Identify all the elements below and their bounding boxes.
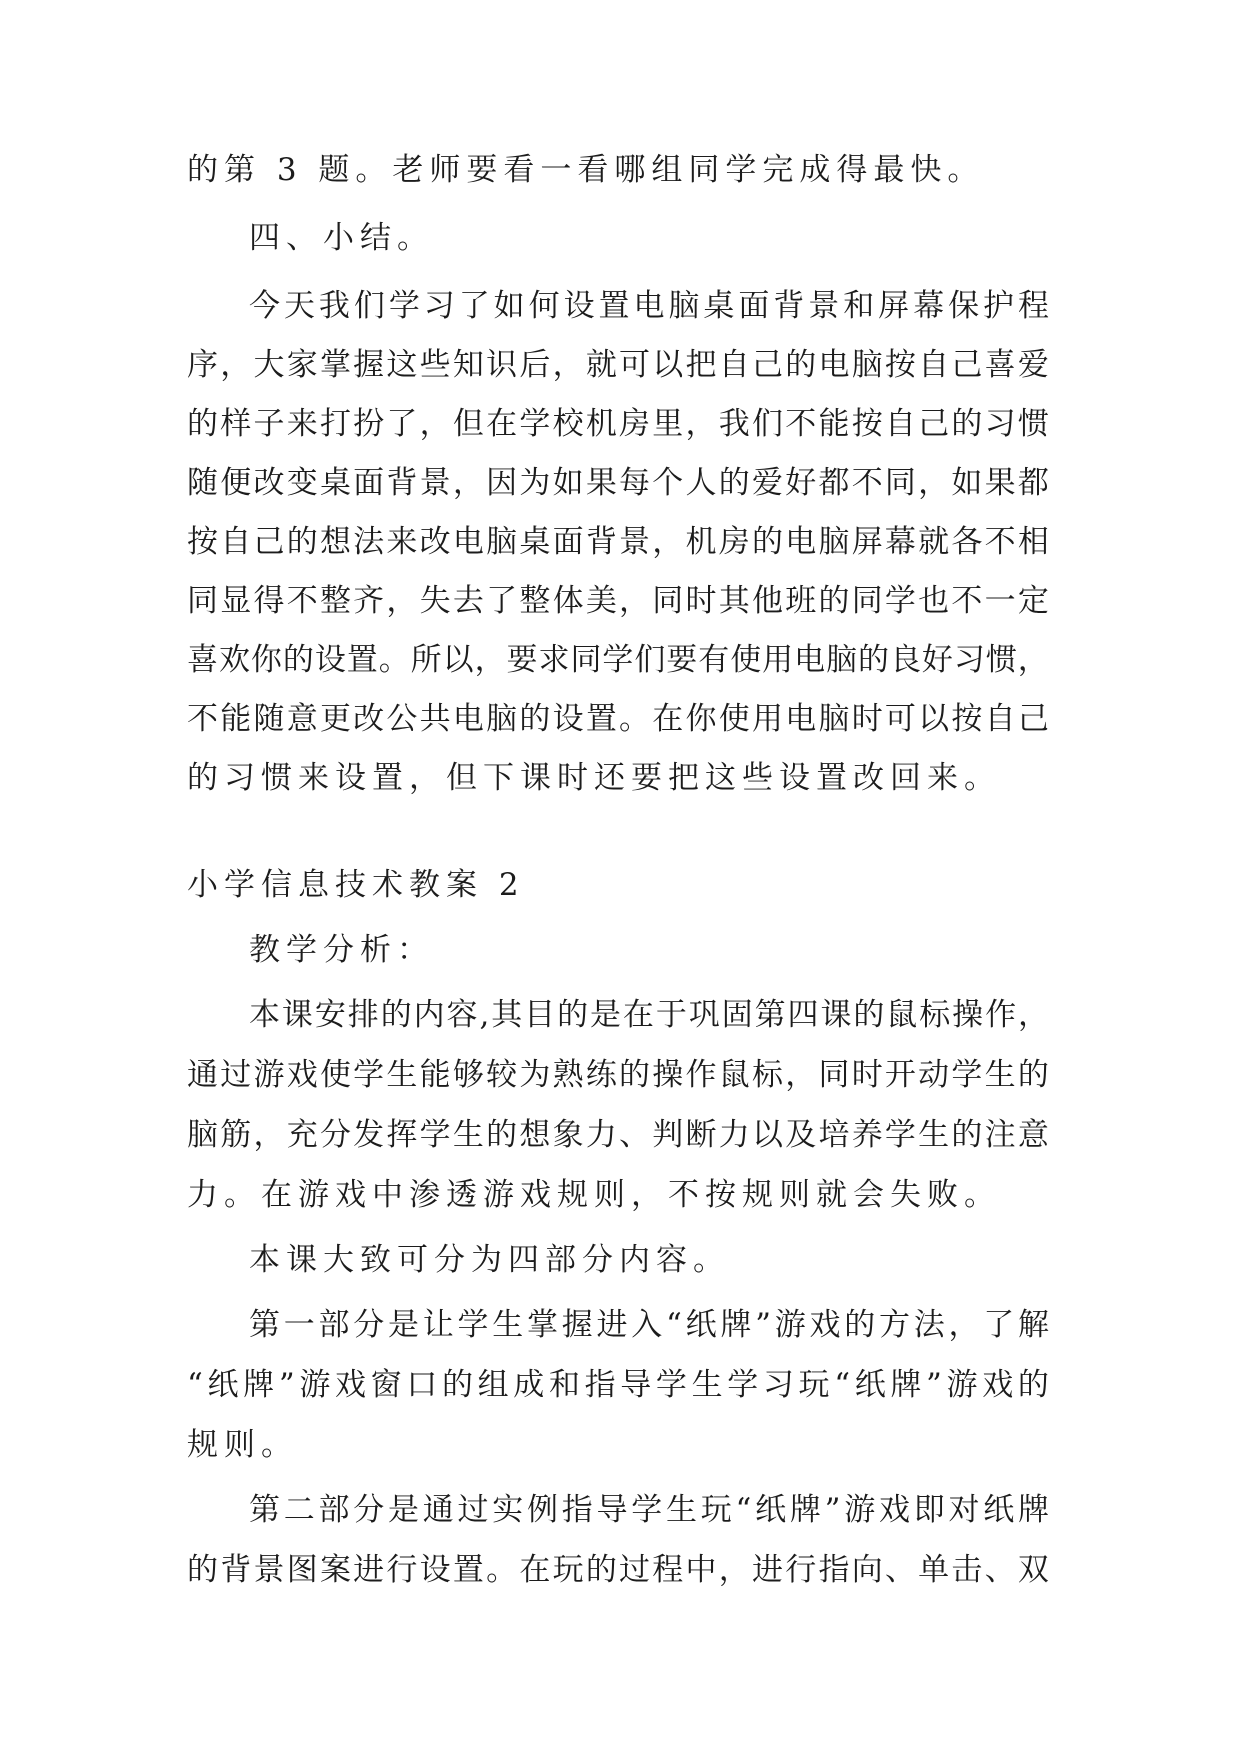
text-line: 序 ， 大 家 掌 握 这 些 知 识 后 ， 就 可 以 把 自 己 的 电 脑 按 自 己 喜 爱 [187, 347, 1049, 383]
document-title: 小学信息技术教案 2 [187, 867, 525, 903]
text-line: 同 显 得 不 整 齐 ， 失 去 了 整 体 美 ， 同 时 其 他 班 的 同 学 也 不 一 定 [187, 583, 1049, 619]
text-line: 脑 筋 ， 充 分 发 挥 学 生 的 想 象 力 、 判 断 力 以 及 培 养 学 生 的 注 意 [187, 1117, 1049, 1153]
text-line: 第 一 部 分 是 让 学 生 掌 握 进 入 “ 纸 牌 ” 游 戏 的 方 法 ， 了 解 [249, 1307, 1049, 1343]
text-line: 规则。 [187, 1427, 298, 1463]
section-heading: 教学分析： [249, 932, 434, 968]
text-line: 喜 欢 你 的 设 置 。 所 以 ， 要 求 同 学 们 要 有 使 用 电 脑 的 良 好 习 惯 ， [187, 642, 1049, 678]
text-line: 今 天 我 们 学 习 了 如 何 设 置 电 脑 桌 面 背 景 和 屏 幕 保 护 程 [249, 288, 1049, 324]
text-line: 的 样 子 来 打 扮 了 ， 但 在 学 校 机 房 里 ， 我 们 不 能 按 自 己 的 习 惯 [187, 406, 1049, 442]
text-line: 按 自 己 的 想 法 来 改 电 脑 桌 面 背 景 ， 机 房 的 电 脑 屏 幕 就 各 不 相 [187, 524, 1049, 560]
section-heading: 四、小结。 [249, 220, 434, 256]
text-line: 本课大致可分为四部分内容。 [249, 1242, 730, 1278]
text-line: “ 纸 牌 ” 游 戏 窗 口 的 组 成 和 指 导 学 生 学 习 玩 “ 纸 牌 ” 游 戏 的 [187, 1367, 1049, 1403]
text-line: 随 便 改 变 桌 面 背 景 ， 因 为 如 果 每 个 人 的 爱 好 都 不 同 ， 如 果 都 [187, 465, 1049, 501]
text-line: 不 能 随 意 更 改 公 共 电 脑 的 设 置 。 在 你 使 用 电 脑 时 可 以 按 自 己 [187, 701, 1049, 737]
text-line: 的习惯来设置，但下课时还要把这些设置改回来。 [187, 760, 1001, 796]
text-line: 力。在游戏中渗透游戏规则，不按规则就会失败。 [187, 1177, 1001, 1213]
text-line: 的第 3 题。老师要看一看哪组同学完成得最快。 [187, 152, 985, 188]
text-line: 通 过 游 戏 使 学 生 能 够 较 为 熟 练 的 操 作 鼠 标 ， 同 时 开 动 学 生 的 [187, 1057, 1049, 1093]
text-line: 的 背 景 图 案 进 行 设 置 。 在 玩 的 过 程 中 ， 进 行 指 向 、 单 击 、 双 [187, 1552, 1049, 1588]
text-line: 第 二 部 分 是 通 过 实 例 指 导 学 生 玩 “ 纸 牌 ” 游 戏 即 对 纸 牌 [249, 1492, 1049, 1528]
text-line: 本 课 安 排 的 内 容 , 其 目 的 是 在 于 巩 固 第 四 课 的 鼠 标 操 作 ， [249, 997, 1049, 1033]
